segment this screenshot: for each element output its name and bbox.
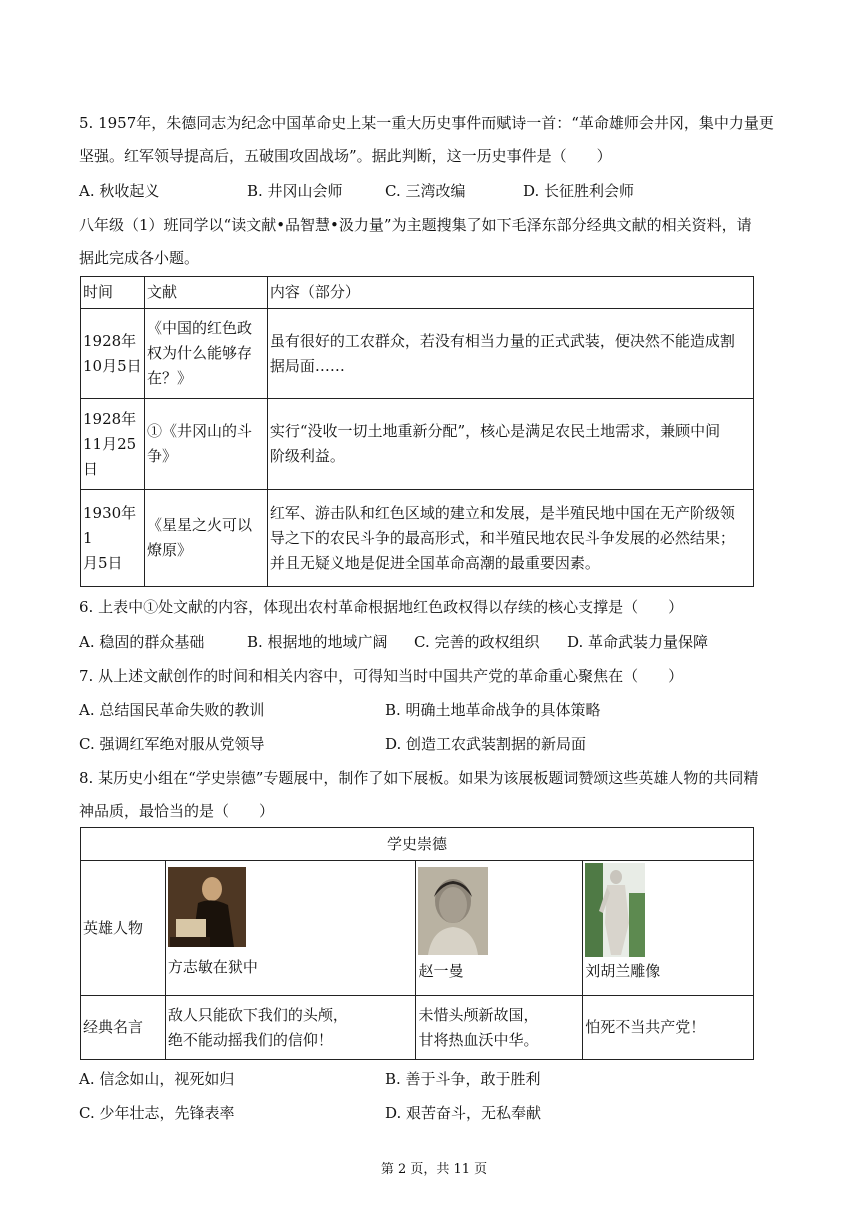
q5-option-c: C. 三湾改编 [385,182,466,200]
row1-time-1: 1928年 [83,331,137,350]
board-title: 学史崇德 [81,828,754,861]
literature-table [80,276,754,587]
row3-doc-2: 燎原》 [146,541,192,559]
intro-line2: 据此完成各小题。 [79,249,200,267]
row3-time-1: 1930年1 [83,503,137,547]
row3-content-2: 导之下的农民斗争的最高形式，和半殖民地农民斗争发展的必然结果； [269,528,735,547]
row2-content-2: 阶级利益。 [269,447,345,465]
row3-time-2: 月5日 [83,553,123,572]
table-row [81,490,754,587]
q6-stem: 6. 上表中①处文献的内容，体现出农村革命根据地红色政权得以存续的核心支撑是（ ） [79,598,684,616]
q5-stem-line2: 坚强。红军领导提高后，五破围攻固战场”。据此判断，这一历史事件是（ ） [79,147,612,165]
q8-option-b: B. 善于斗争，敢于胜利 [385,1070,541,1088]
row2-time-1: 1928年 [83,409,137,428]
hero-row-label: 英雄人物 [81,861,166,996]
hero-caption-2: 赵一曼 [418,962,464,980]
q7-option-c: C. 强调红军绝对服从党领导 [79,735,265,753]
q5-option-a: A. 秋收起义 [79,182,160,200]
exhibit-board-table [80,827,754,1060]
row1-doc-1: 《中国的红色政 [146,319,252,337]
q7-stem: 7. 从上述文献创作的时间和相关内容中，可得知当时中国共产党的革命重心聚焦在（ ） [79,667,684,685]
row3-content-3: 并且无疑义地是促进全国革命高潮的最重要因素。 [269,553,600,572]
row1-doc-2: 权为什么能够存 [146,344,252,362]
header-time: 时间 [81,277,145,309]
statue-photo-icon [585,863,751,957]
row2-time-2: 11月25 [83,434,137,453]
row1-content-2: 据局面…… [269,356,345,375]
row3-content-1: 红军、游击队和红色区域的建立和发展，是半殖民地中国在无产阶级领 [269,503,735,522]
table-row [81,399,754,490]
hero-caption-1: 方志敏在狱中 [167,958,258,976]
header-content: 内容（部分） [267,277,753,309]
row2-time-3: 日 [83,459,99,478]
row1-time-2: 10月5日 [83,356,142,375]
q7-option-b: B. 明确土地革命战争的具体策略 [385,701,601,719]
q7-option-a: A. 总结国民革命失败的教训 [79,701,265,719]
row2-doc-1: ①《井冈山的斗 [146,422,252,440]
q8-option-c: C. 少年壮志，先锋表率 [79,1104,235,1122]
row2-content-1: 实行“没收一切土地重新分配”，核心是满足农民土地需求，兼顾中间 [269,422,721,440]
quote-row-label: 经典名言 [81,996,166,1060]
q8-option-a: A. 信念如山，视死如归 [79,1070,235,1088]
q7-option-d: D. 创造工农武装割据的新局面 [385,735,587,753]
q5-option-d: D. 长征胜利会师 [523,182,635,200]
q8-stem-line2: 神品质，最恰当的是（ ） [79,802,275,820]
q6-option-d: D. 革命武装力量保障 [567,633,709,651]
q8-option-d: D. 艰苦奋斗，无私奉献 [385,1104,542,1122]
q5-stem-line1: 5. 1957年，朱德同志为纪念中国革命史上某一重大历史事件而赋诗一首：“革命雄师会井冈，集中力量更 [79,114,774,132]
q6-option-b: B. 根据地的地域广阔 [247,633,388,651]
quote-3-line1: 怕死不当共产党！ [585,1018,706,1036]
q6-option-a: A. 稳固的群众基础 [79,633,205,651]
page-footer: 第 2 页，共 11 页 [380,1162,488,1177]
row3-doc-1: 《星星之火可以 [146,516,252,534]
row1-content-1: 虽有很好的工农群众，若没有相当力量的正式武装，便决然不能造成割 [269,331,735,350]
q6-option-c: C. 完善的政权组织 [414,633,540,651]
quote-1-line2: 绝不能动摇我们的信仰！ [167,1030,333,1049]
header-doc: 文献 [144,277,267,309]
quote-2-line2: 甘将热血沃中华。 [418,1030,539,1049]
row2-doc-2: 争》 [146,447,177,465]
row1-doc-3: 在？》 [146,369,192,387]
table-row [81,309,754,399]
q8-stem-line1: 8. 某历史小组在“学史崇德”专题展中，制作了如下展板。如果为该展板题词赞颂这些英雄人物的共同精 [79,769,759,787]
intro-line1: 八年级（1）班同学以“读文献•品智慧•汲力量”为主题搜集了如下毛泽东部分经典文献的相关资料，请 [79,216,752,234]
hero-caption-3: 刘胡兰雕像 [585,962,661,980]
q5-option-b: B. 井冈山会师 [247,182,343,200]
portrait-bw-icon [418,867,580,955]
portrait-sepia-icon [168,867,414,947]
quote-1-line1: 敌人只能砍下我们的头颅， [167,1005,348,1024]
quote-2-line1: 未惜头颅新故国， [418,1005,539,1024]
